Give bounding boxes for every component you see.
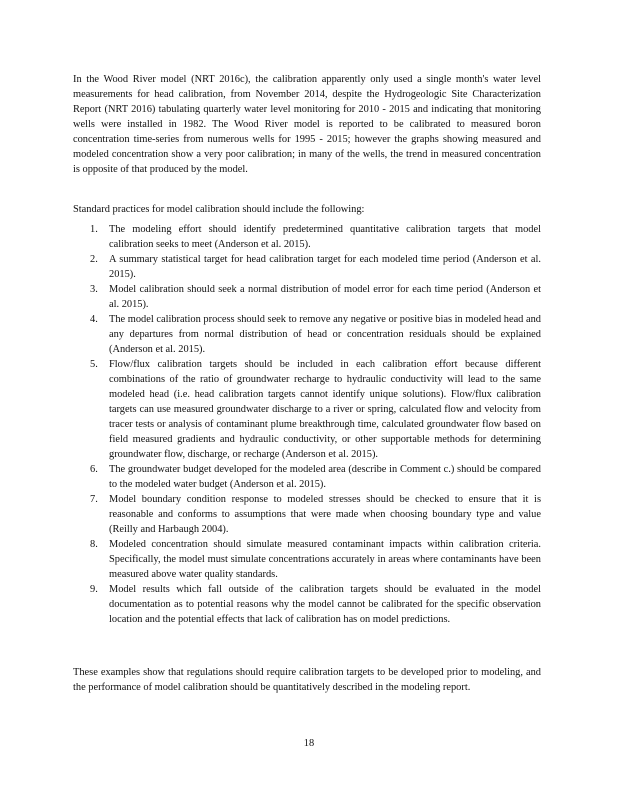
list-item	[73, 252, 541, 282]
list-item-number: 1.	[90, 224, 98, 235]
closing-paragraph: These examples show that regulations should require calibration targets to be developed prior to modeling, and the performance of model calibration should be quantitatively described in the modeling report.	[73, 667, 541, 693]
list-item	[73, 492, 541, 537]
calibration-practices-list	[73, 222, 541, 627]
intro-paragraph: In the Wood River model (NRT 2016c), the calibration apparently only used a single month's water level measurements for head calibration, from November 2014, despite the Hydrogeologic Site Characterization Report (NRT 2016) tabulating quarterly water level monitoring for 2010 - 2015 and indicating that monitoring wells were installed in 1982. The Wood River model is reported to be calibrated to measured boron concentration time-series from numerous wells for 1995 - 2015; however the graphs showing measured and modeled concentration show a very poor calibration; in many of the wells, the trend in measured concentration is opposite of that produced by the model.	[73, 74, 541, 175]
list-item-number: 7.	[90, 494, 98, 505]
list-lead-paragraph: Standard practices for model calibration should include the following:	[73, 204, 365, 215]
list-item-number: 9.	[90, 584, 98, 595]
page-number: 18	[303, 738, 315, 749]
list-item	[73, 222, 541, 252]
list-item-number: 4.	[90, 314, 98, 325]
list-item-text: A summary statistical target for head calibration target for each modeled time period (Anderson et al. 2015).	[109, 254, 541, 280]
list-item-text: Flow/flux calibration targets should be included in each calibration effort because different combinations of the ratio of groundwater recharge to hydraulic conductivity will lead to the same modeled head (i.e. head calibration targets cannot identify unique solutions). Flow/flux calibration targets can use measured groundwater discharge to a river or spring, calculated flow and velocity from tracer tests or analysis of contaminant plume breakthrough time, calculated groundwater flow based on field measured gradients and hydraulic conductivity, or other supportable methods for determining groundwater flow, discharge, or recharge (Anderson et al. 2015).	[109, 359, 541, 460]
list-item-number: 6.	[90, 464, 98, 475]
list-item-text: The model calibration process should seek to remove any negative or positive bias in modeled head and any departures from normal distribution of head or concentration residuals should be explained (Anderson et al. 2015).	[109, 314, 541, 355]
list-item-text: Model boundary condition response to modeled stresses should be checked to ensure that it is reasonable and conforms to assumptions that were made when choosing boundary type and value (Reilly and Harbaugh 2004).	[109, 494, 541, 535]
list-item-number: 8.	[90, 539, 98, 550]
list-item-text: Modeled concentration should simulate measured contaminant impacts within calibration criteria. Specifically, the model must simulate concentrations accurately in areas where contaminants have been measured above water quality standards.	[109, 539, 541, 580]
list-item-text: Model calibration should seek a normal distribution of model error for each time period (Anderson et al. 2015).	[109, 284, 541, 310]
list-item	[73, 282, 541, 312]
list-item	[73, 537, 541, 582]
list-item-text: The modeling effort should identify predetermined quantitative calibration targets that model calibration seeks to meet (Anderson et al. 2015).	[109, 224, 541, 250]
list-item	[73, 462, 541, 492]
list-item-number: 3.	[90, 284, 98, 295]
list-item	[73, 357, 541, 462]
list-item	[73, 582, 541, 627]
list-item-number: 2.	[90, 254, 98, 265]
list-item-text: The groundwater budget developed for the modeled area (describe in Comment c.) should be compared to the modeled water budget (Anderson et al. 2015).	[109, 464, 541, 490]
list-item-number: 5.	[90, 359, 98, 370]
list-item-text: Model results which fall outside of the calibration targets should be evaluated in the model documentation as to potential reasons why the model cannot be calibrated for the specific observation location and the potential effects that lack of calibration has on model predictions.	[109, 584, 541, 625]
list-item	[73, 312, 541, 357]
